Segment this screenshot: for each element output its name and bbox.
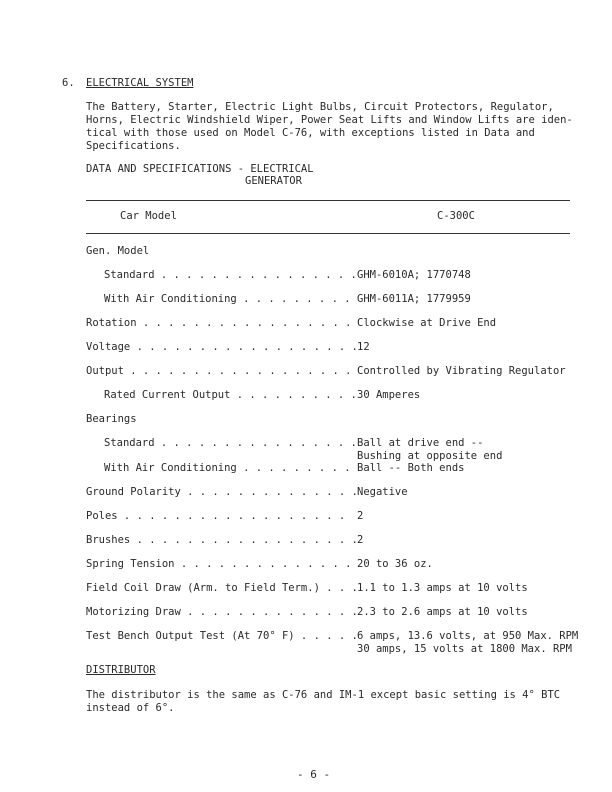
- intro-line-4: Specifications.: [86, 140, 181, 152]
- table-row-value: 30 Amperes: [357, 389, 421, 401]
- table-row-value-continued: Bushing at opposite end: [357, 450, 503, 462]
- table-row-label: Field Coil Draw (Arm. to Field Term.) . . .: [86, 582, 358, 594]
- table-row-value: Clockwise at Drive End: [357, 317, 497, 329]
- table-row-label: With Air Conditioning . . . . . . . . .: [104, 293, 351, 305]
- table-row-value: 2.3 to 2.6 amps at 10 volts: [357, 606, 528, 618]
- table-header-rule: [86, 233, 570, 234]
- distributor-title: DISTRIBUTOR: [86, 664, 156, 676]
- table-row-label: Gen. Model: [86, 245, 150, 257]
- table-row-label: Spring Tension . . . . . . . . . . . . . .: [86, 558, 352, 570]
- table-row-value: 12: [357, 341, 370, 353]
- table-row-value: GHM-6011A; 1779959: [357, 293, 471, 305]
- table-row-label: Test Bench Output Test (At 70° F) . . . . .: [86, 630, 358, 642]
- table-row-label: Poles . . . . . . . . . . . . . . . . . .: [86, 510, 346, 522]
- table-row-label: Brushes . . . . . . . . . . . . . . . . . .: [86, 534, 358, 546]
- table-row-value: 20 to 36 oz.: [357, 558, 433, 570]
- table-row-label: Motorizing Draw . . . . . . . . . . . . . .: [86, 606, 358, 618]
- table-row-value-continued: 30 amps, 15 volts at 1800 Max. RPM: [357, 643, 572, 655]
- table-row-value: Ball at drive end --: [357, 437, 484, 449]
- table-row-label: With Air Conditioning . . . . . . . . .: [104, 462, 351, 474]
- table-row-label: Output . . . . . . . . . . . . . . . . . .: [86, 365, 352, 377]
- distributor-line-1: The distributor is the same as C-76 and IM-1 except basic setting is 4° BTC: [86, 689, 561, 701]
- table-row-value: 1.1 to 1.3 amps at 10 volts: [357, 582, 528, 594]
- table-row-label: Rotation . . . . . . . . . . . . . . . . .: [86, 317, 352, 329]
- intro-line-2: Horns, Electric Windshield Wiper, Power Seat Lifts and Window Lifts are iden-: [86, 114, 573, 126]
- table-row-label: Standard . . . . . . . . . . . . . . . .: [104, 437, 357, 449]
- col-header-car-model: Car Model: [120, 210, 177, 222]
- col-header-c300c: C-300C: [437, 210, 475, 222]
- table-row-value: GHM-6010A; 1770748: [357, 269, 471, 281]
- table-row-value: Controlled by Vibrating Regulator: [357, 365, 566, 377]
- page-number: - 6 -: [297, 768, 331, 781]
- data-subheading: GENERATOR: [245, 175, 302, 187]
- table-row-value: 6 amps, 13.6 volts, at 950 Max. RPM: [357, 630, 579, 642]
- table-row-value: 2: [357, 534, 364, 546]
- data-heading: DATA AND SPECIFICATIONS - ELECTRICAL: [86, 163, 314, 175]
- table-row-value: 2: [357, 510, 364, 522]
- table-row-label: Voltage . . . . . . . . . . . . . . . . . .: [86, 341, 358, 353]
- table-row-label: Ground Polarity . . . . . . . . . . . . . .: [86, 486, 358, 498]
- table-row-label: Bearings: [86, 413, 137, 425]
- table-row-label: Standard . . . . . . . . . . . . . . . .: [104, 269, 357, 281]
- table-row-value: Negative: [357, 486, 408, 498]
- section-title: ELECTRICAL SYSTEM: [86, 77, 194, 89]
- intro-line-1: The Battery, Starter, Electric Light Bulbs, Circuit Protectors, Regulator,: [86, 101, 554, 113]
- table-top-rule: [86, 200, 570, 201]
- table-row-value: Ball -- Both ends: [357, 462, 465, 474]
- distributor-line-2: instead of 6°.: [86, 702, 175, 714]
- section-number: 6.: [62, 77, 75, 89]
- intro-line-3: tical with those used on Model C-76, with exceptions listed in Data and: [86, 127, 535, 139]
- table-row-label: Rated Current Output . . . . . . . . . .: [104, 389, 357, 401]
